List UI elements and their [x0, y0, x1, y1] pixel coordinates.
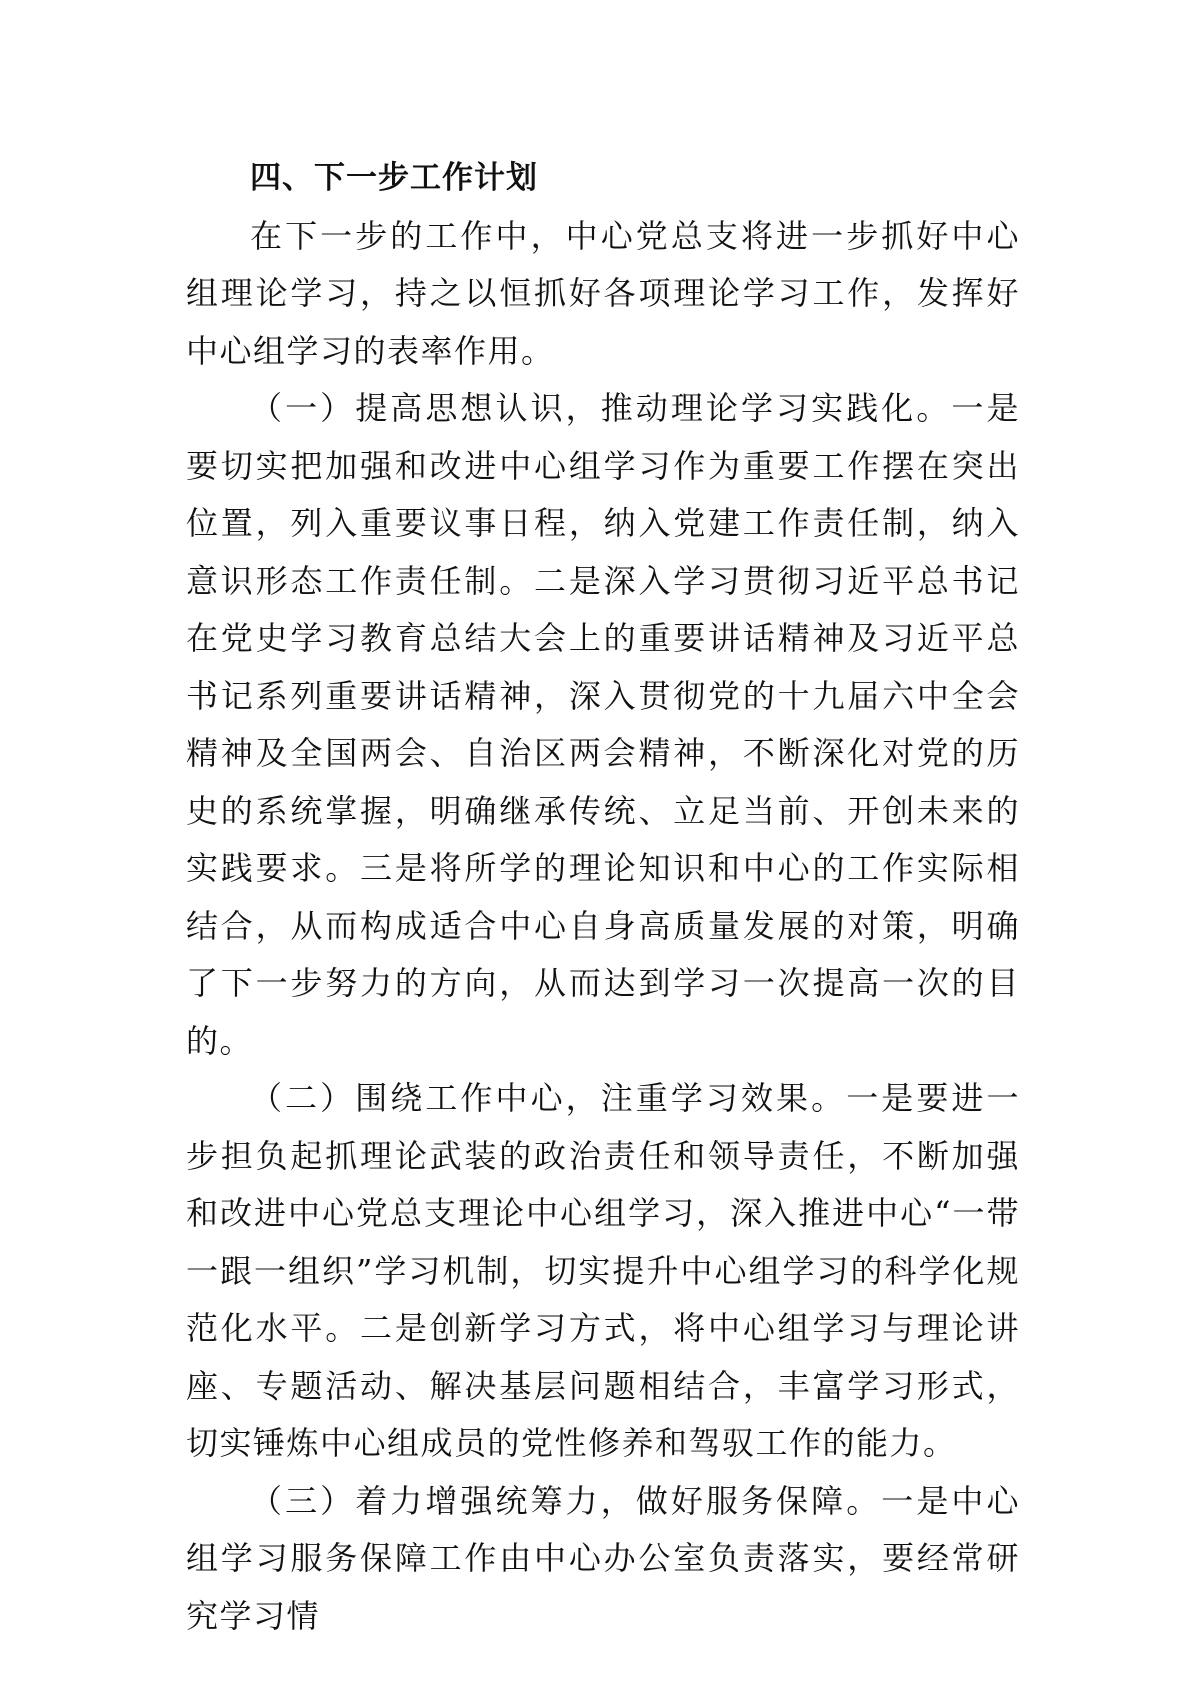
- paragraph-item-2: （二）围绕工作中心，注重学习效果。一是要进一步担负起抓理论武装的政治责任和领导责任，不断加强和改进中心党总支理论中心组学习，深入推进中心“一带一跟一组织”学习机制，切实提升中心组学习的科学化规范化水平。二是创新学习方式，将中心组学习与理论讲座、专题活动、解决基层问题相结合，丰富学习形式，切实锤炼中心组成员的党性修养和驾驭工作的能力。: [186, 1079, 1020, 1462]
- document-body: [186, 150, 1020, 1645]
- section-heading: 四、下一步工作计划: [250, 160, 538, 196]
- paragraph-intro: 在下一步的工作中，中心党总支将进一步抓好中心组理论学习，持之以恒抓好各项理论学习工作，发挥好中心组学习的表率作用。: [186, 216, 1020, 370]
- paragraph-item-3: （三）着力增强统筹力，做好服务保障。一是中心组学习服务保障工作由中心办公室负责落实，要经常研究学习情: [186, 1481, 1020, 1635]
- paragraph-item-1: （一）提高思想认识，推动理论学习实践化。一是要切实把加强和改进中心组学习作为重要工作摆在突出位置，列入重要议事日程，纳入党建工作责任制，纳入意识形态工作责任制。二是深入学习贯彻习近平总书记在党史学习教育总结大会上的重要讲话精神及习近平总书记系列重要讲话精神，深入贯彻党的十九届六中全会精神及全国两会、自治区两会精神，不断深化对党的历史的系统掌握，明确继承传统、立足当前、开创未来的实践要求。三是将所学的理论知识和中心的工作实际相结合，从而构成适合中心自身高质量发展的对策，明确了下一步努力的方向，从而达到学习一次提高一次的目的。: [186, 389, 1020, 1060]
